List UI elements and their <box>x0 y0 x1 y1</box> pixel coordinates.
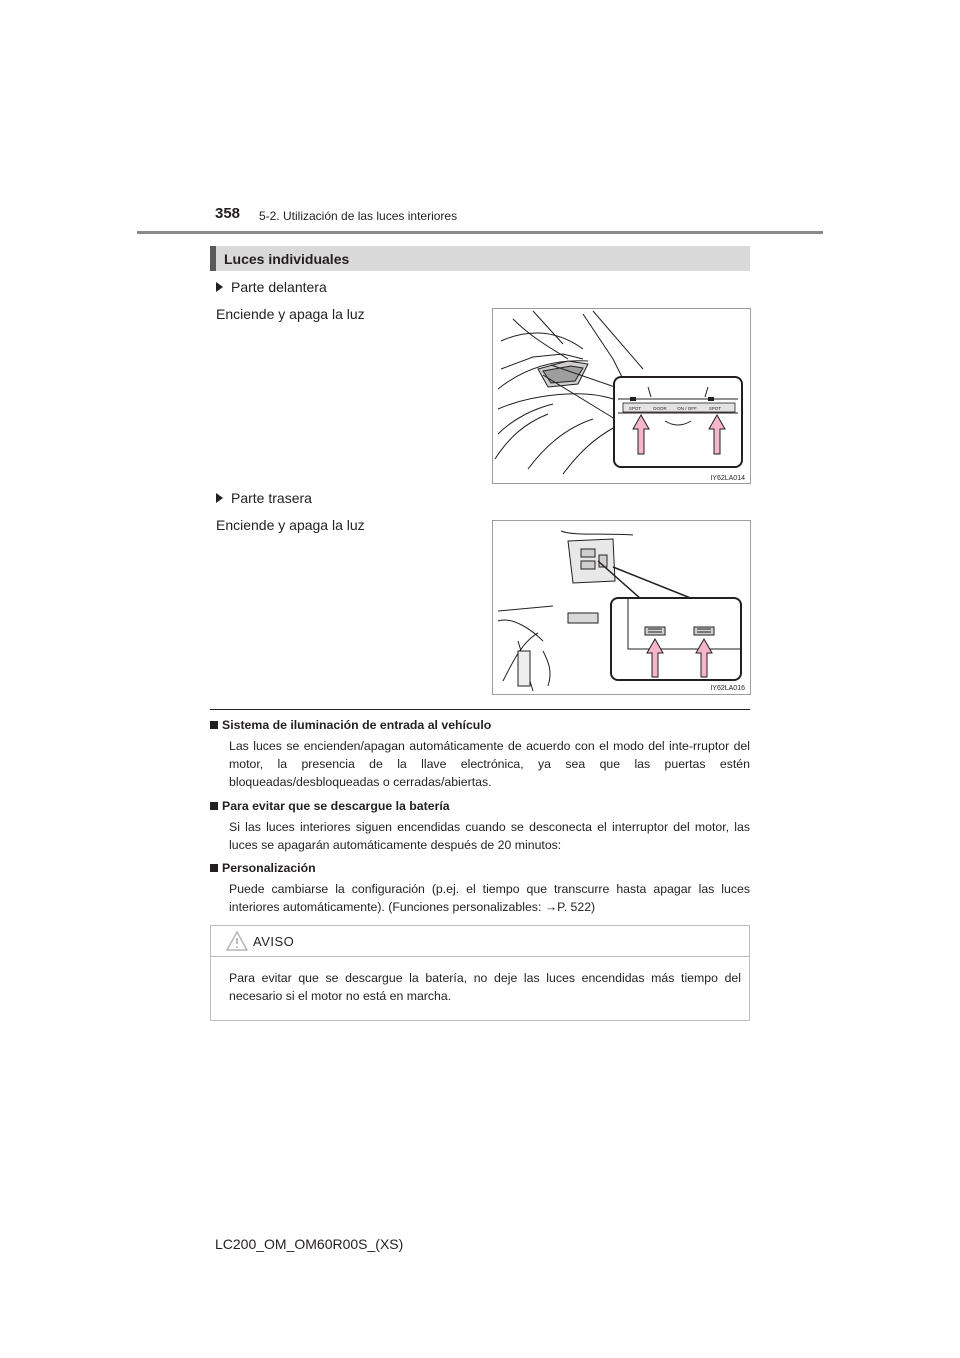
warning-text: Para evitar que se descargue la batería, no deje las luces encendidas más tiempo del necesario si el motor no está en marcha. <box>229 971 741 1003</box>
warning-triangle-icon <box>225 930 249 952</box>
front-figure <box>492 308 751 484</box>
warning-box <box>210 925 750 1021</box>
rear-label-text: Parte trasera <box>231 490 312 506</box>
rear-description: Enciende y apaga la luz <box>216 517 365 533</box>
note-heading <box>210 859 750 877</box>
front-button-label: ON / OFF <box>677 406 697 411</box>
note-entry-lighting <box>210 716 750 791</box>
front-figure-code: IY62LA014 <box>710 475 745 482</box>
note-body: Las luces se encienden/apagan automáticamente de acuerdo con el modo del inte-rruptor del motor, la presencia de la llave electrónica, ya sea que las puertas estén bloqueadas/desbloqueadas o cerradas/abiertas. <box>229 739 750 789</box>
note-heading-text: Para evitar que se descargue la batería <box>222 799 450 813</box>
note-battery <box>210 797 750 854</box>
front-label <box>216 279 327 295</box>
notes-rule <box>210 709 750 710</box>
section-heading-label: Luces individuales <box>224 250 350 267</box>
header-rule <box>137 231 823 234</box>
note-heading <box>210 797 750 815</box>
note-heading <box>210 716 750 734</box>
note-body: Puede cambiarse la configuración (p.ej. el tiempo que transcurre hasta apagar las luces interiores automáticamente). (Funciones personalizables: →P. 522) <box>229 882 750 914</box>
note-heading-text: Personalización <box>222 861 316 875</box>
note-customization <box>210 859 750 916</box>
rear-panel-illustration <box>493 521 750 694</box>
chapter-title: 5-2. Utilización de las luces interiores <box>259 209 458 223</box>
section-heading-bar <box>210 246 216 271</box>
front-console-illustration <box>493 309 750 483</box>
rear-figure-code: IY62LA016 <box>710 685 745 692</box>
warning-title: AVISO <box>253 934 295 949</box>
section-heading <box>210 246 750 271</box>
square-bullet-icon <box>210 721 218 729</box>
triangle-bullet-icon <box>216 493 223 503</box>
footer-code: LC200_OM_OM60R00S_(XS) <box>215 1236 404 1252</box>
note-body: Si las luces interiores siguen encendidas cuando se desconecta el interruptor del motor, las luces se apagarán automáticamente después de 20 minutos: <box>229 820 750 852</box>
rear-label <box>216 490 312 506</box>
square-bullet-icon <box>210 864 218 872</box>
front-button-label: SPOT <box>628 406 642 411</box>
front-label-text: Parte delantera <box>231 279 327 295</box>
square-bullet-icon <box>210 802 218 810</box>
front-button-label: SPOT <box>708 406 722 411</box>
front-button-label: DOOR <box>653 406 667 411</box>
warning-header <box>211 926 749 957</box>
rear-figure <box>492 520 751 695</box>
page-number: 358 <box>215 205 241 222</box>
front-description: Enciende y apaga la luz <box>216 306 365 322</box>
note-heading-text: Sistema de iluminación de entrada al vehículo <box>222 718 492 732</box>
triangle-bullet-icon <box>216 282 223 292</box>
